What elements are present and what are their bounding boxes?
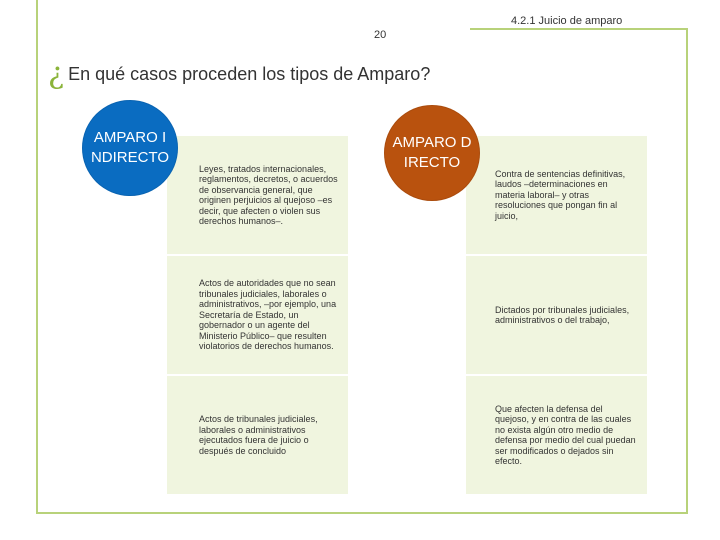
frame-right-line [686, 28, 688, 514]
page-title [48, 56, 430, 91]
directo-column [466, 136, 647, 494]
frame-left-line [36, 0, 38, 512]
section-header: 4.2.1 Juicio de amparo [511, 15, 623, 27]
indirecto-item: Leyes, tratados internacionales, reglamentos, decretos, o acuerdos de observancia general, que originen perjuicios al quejoso –es decir, que afecten o violen sus derechos humanos–. [199, 163, 338, 226]
directo-item: Contra de sentencias definitivas, laudos –determinaciones en materia laboral– y otras resoluciones que pongan fin al juicio, [495, 168, 626, 221]
title-text: En qué casos proceden los tipos de Amparo? [68, 64, 431, 84]
directo-item: Dictados por tribunales judiciales, administrativos o del trabajo, [466, 254, 647, 374]
page-number: 20 [374, 29, 387, 41]
frame-top-line [470, 28, 688, 30]
amparo-indirecto-circle [82, 100, 178, 196]
amparo-indirecto-label: AMPARO INDIRECTO [90, 129, 170, 166]
indirecto-column [167, 136, 348, 494]
amparo-directo-label: AMPARO DIRECTO [392, 134, 472, 171]
indirecto-item: Actos de autoridades que no sean tribunales judiciales, laborales o administrativos, –por ejemplo, una Secretaría de Estado, un gobernador o un agente del Ministerio Público– que resulten violatorios de derechos humanos. [167, 254, 348, 374]
title-question-mark: ¿ [48, 56, 65, 91]
directo-item: Que afecten la defensa del quejoso, y en contra de las cuales no exista algún otro medio de defensa por medio del cual puedan ser modificados o dejados sin efecto. [466, 374, 647, 494]
frame-bottom-line [36, 512, 688, 514]
indirecto-item: Actos de tribunales judiciales, laborales o administrativos ejecutados fuera de juicio o después de concluido [167, 374, 348, 494]
amparo-directo-circle [384, 105, 480, 201]
